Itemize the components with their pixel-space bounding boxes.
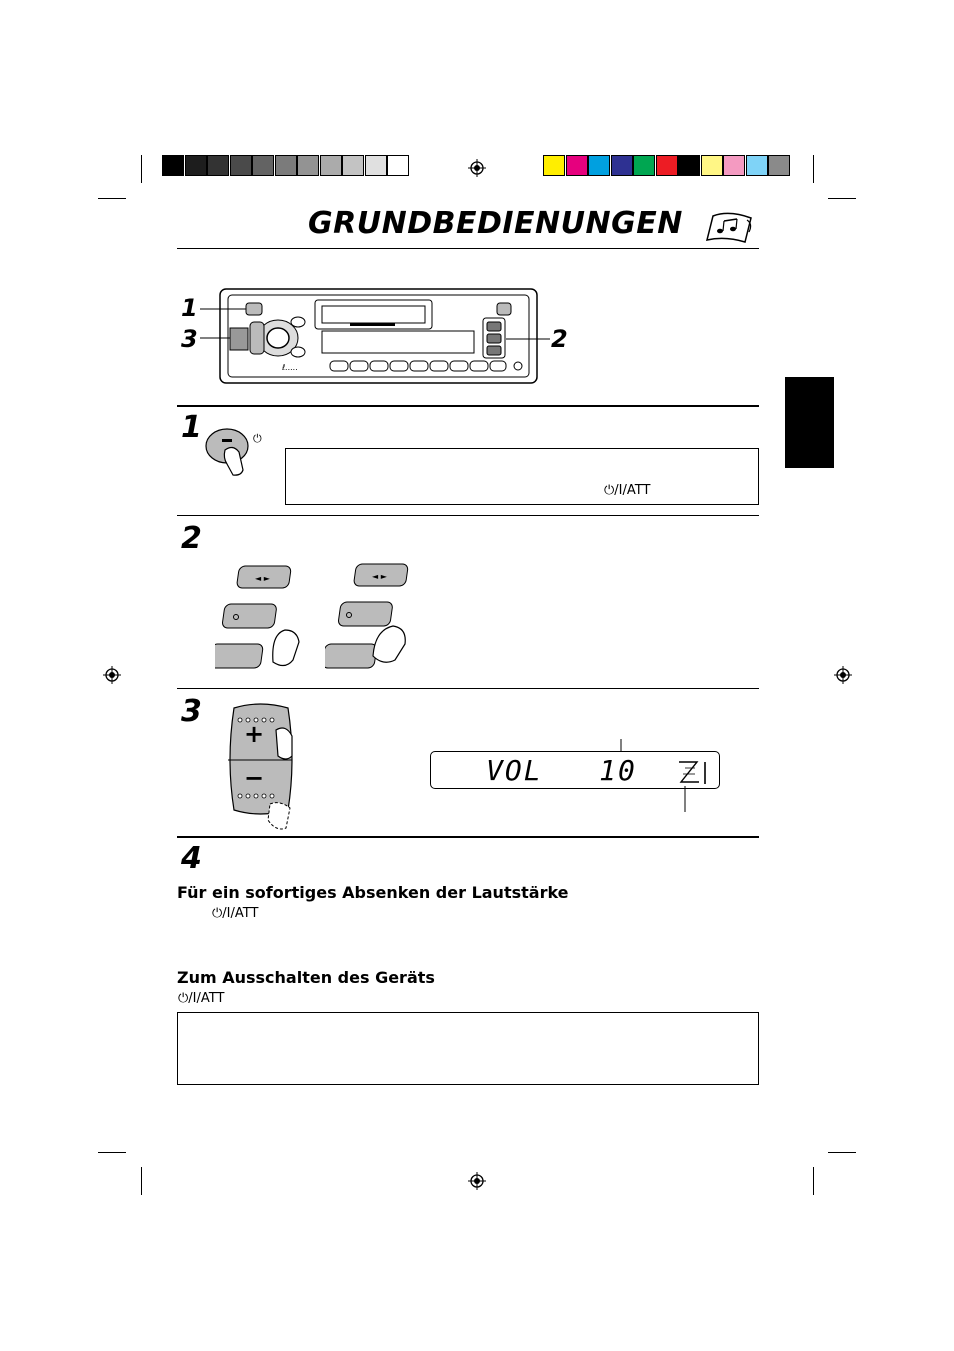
crop-mark (141, 155, 142, 183)
volume-level-bar-icon (673, 758, 713, 786)
color-swatch (387, 155, 409, 176)
registration-target-icon (834, 666, 852, 684)
callout-2: 2 (551, 325, 568, 353)
step-number-3: 3 (181, 694, 202, 729)
svg-text:ℓ.....: ℓ..... (282, 363, 299, 372)
volume-minus-label: − (244, 764, 265, 792)
color-swatch (768, 155, 790, 176)
title-rule (177, 248, 759, 249)
step3-rule (177, 688, 759, 689)
crop-mark (813, 155, 814, 183)
color-swatch (275, 155, 297, 176)
crop-mark (141, 1167, 142, 1195)
crop-mark (813, 1167, 814, 1195)
color-swatch (746, 155, 768, 176)
crop-mark (828, 198, 856, 199)
color-swatch (252, 155, 274, 176)
registration-target-icon (103, 666, 121, 684)
callout-1: 1 (181, 294, 198, 322)
volume-plus-label: + (244, 720, 265, 748)
color-swatch (701, 155, 723, 176)
callout-3: 3 (181, 325, 198, 353)
registration-target-icon (468, 1172, 486, 1190)
color-swatch (320, 155, 342, 176)
color-swatch (365, 155, 387, 176)
registration-target-icon (468, 159, 486, 177)
color-swatch (566, 155, 588, 176)
instant-attenuation-heading: Für ein sofortiges Absenken der Lautstärke (177, 883, 569, 902)
page-title: GRUNDBEDIENUNGEN (308, 206, 683, 241)
step1-note-box (285, 448, 759, 505)
color-swatch (207, 155, 229, 176)
power-button-press-icon (203, 418, 263, 480)
display-callout-line-bottom (682, 786, 688, 812)
step2-rule (177, 515, 759, 516)
music-notes-icon (703, 210, 755, 244)
lcd-display (430, 751, 720, 789)
lcd-display-text: VOL 10 (486, 754, 637, 787)
color-swatch (342, 155, 364, 176)
step-number-1: 1 (181, 410, 202, 445)
att-button-label: ⏻/I/ATT (212, 906, 259, 921)
svg-text:◄ ►: ◄ ► (372, 572, 387, 581)
source-buttons-illustration-left (215, 562, 310, 674)
color-swatch (588, 155, 610, 176)
step-number-4: 4 (181, 841, 202, 876)
color-swatch (611, 155, 633, 176)
color-swatch (678, 155, 700, 176)
color-swatch (633, 155, 655, 176)
crop-mark (98, 1152, 126, 1153)
source-buttons-illustration-right (325, 560, 420, 672)
step4-rule (177, 836, 759, 838)
color-swatch (185, 155, 207, 176)
stereo-front-panel (200, 286, 550, 386)
step1-rule (177, 405, 759, 407)
color-swatch (162, 155, 184, 176)
crop-mark (828, 1152, 856, 1153)
color-swatch (656, 155, 678, 176)
color-swatch (543, 155, 565, 176)
side-tab (785, 377, 834, 468)
step-number-2: 2 (181, 521, 202, 556)
power-off-heading: Zum Ausschalten des Geräts (177, 968, 435, 987)
att-button-label: ⏻/I/ATT (604, 483, 651, 498)
note-box (177, 1012, 759, 1085)
crop-mark (98, 198, 126, 199)
power-symbol: ⏻ (253, 432, 262, 445)
svg-text:◄ ►: ◄ ► (255, 574, 270, 583)
color-swatch (297, 155, 319, 176)
att-button-label: ⏻/I/ATT (178, 991, 225, 1006)
color-swatch (723, 155, 745, 176)
color-swatch (230, 155, 252, 176)
